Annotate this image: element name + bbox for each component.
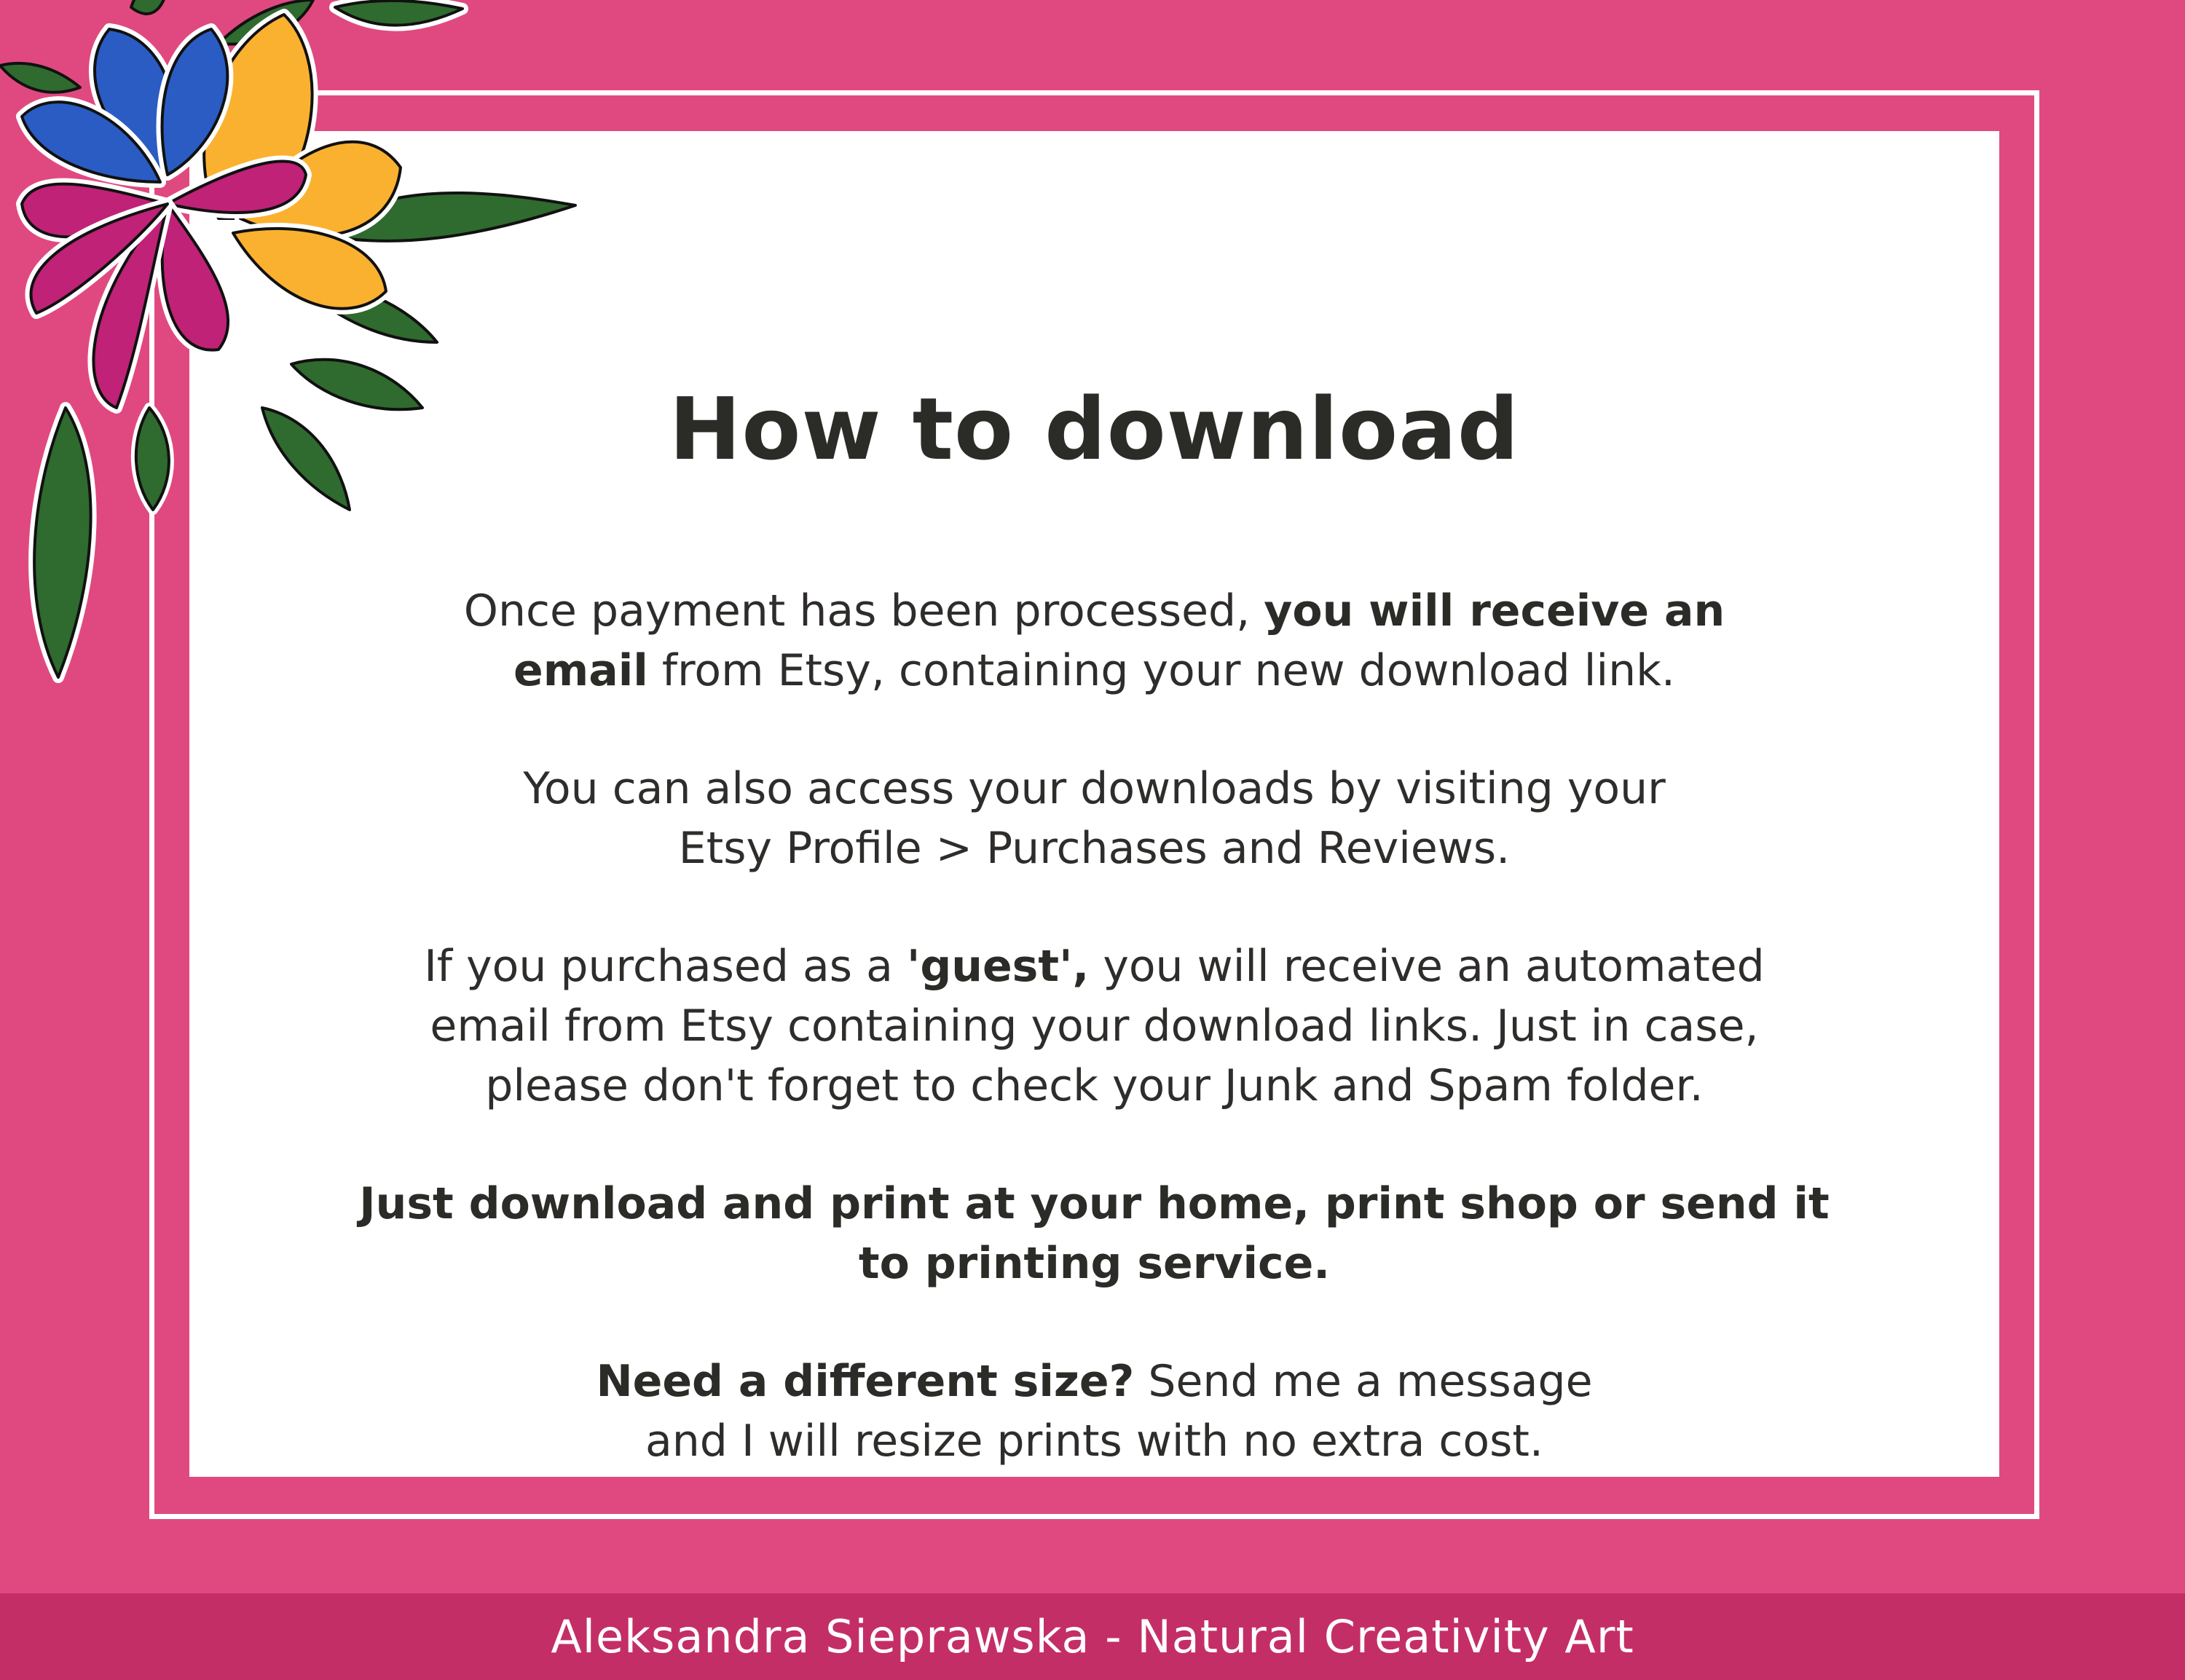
print-text-line2: to printing service.	[858, 1238, 1331, 1289]
print-text-line1: Just download and print at your home, print shop or send it	[359, 1178, 1830, 1229]
guest-text-line2: email from Etsy containing your download links. Just in case,	[430, 1001, 1759, 1052]
access-text: You can also access your downloads by visiting your	[523, 763, 1666, 814]
guest-text-line3: please don't forget to check your Junk and Spam folder.	[485, 1060, 1704, 1111]
paragraph-print	[189, 1174, 1999, 1293]
flower-illustration	[0, 0, 583, 685]
paragraph-guest	[189, 936, 1999, 1116]
resize-text: Send me a message	[1134, 1356, 1593, 1407]
paragraph-access	[189, 759, 1999, 878]
resize-question: Need a different size?	[596, 1356, 1135, 1407]
payment-emphasis-email: email	[513, 645, 648, 696]
guest-text: If you purchased as a	[424, 941, 907, 992]
instructions	[189, 581, 1999, 1529]
blue-flower	[22, 29, 227, 182]
resize-text-line2: and I will resize prints with no extra cost.	[645, 1416, 1543, 1467]
guest-emphasis: 'guest',	[906, 941, 1090, 992]
paragraph-resize	[189, 1352, 1999, 1471]
footer-credit: Aleksandra Sieprawska - Natural Creativity Art	[551, 1610, 1634, 1663]
payment-emphasis: you will receive an	[1264, 585, 1725, 636]
magenta-flower	[22, 161, 306, 408]
access-path: Etsy Profile > Purchases and Reviews.	[678, 823, 1511, 874]
payment-text: Once payment has been processed,	[463, 585, 1264, 636]
payment-text-link: from Etsy, containing your new download link.	[647, 645, 1675, 696]
guest-text-rest: you will receive an automated	[1089, 941, 1765, 992]
footer-bar	[0, 1593, 2185, 1680]
page-title: How to download	[669, 379, 1520, 479]
